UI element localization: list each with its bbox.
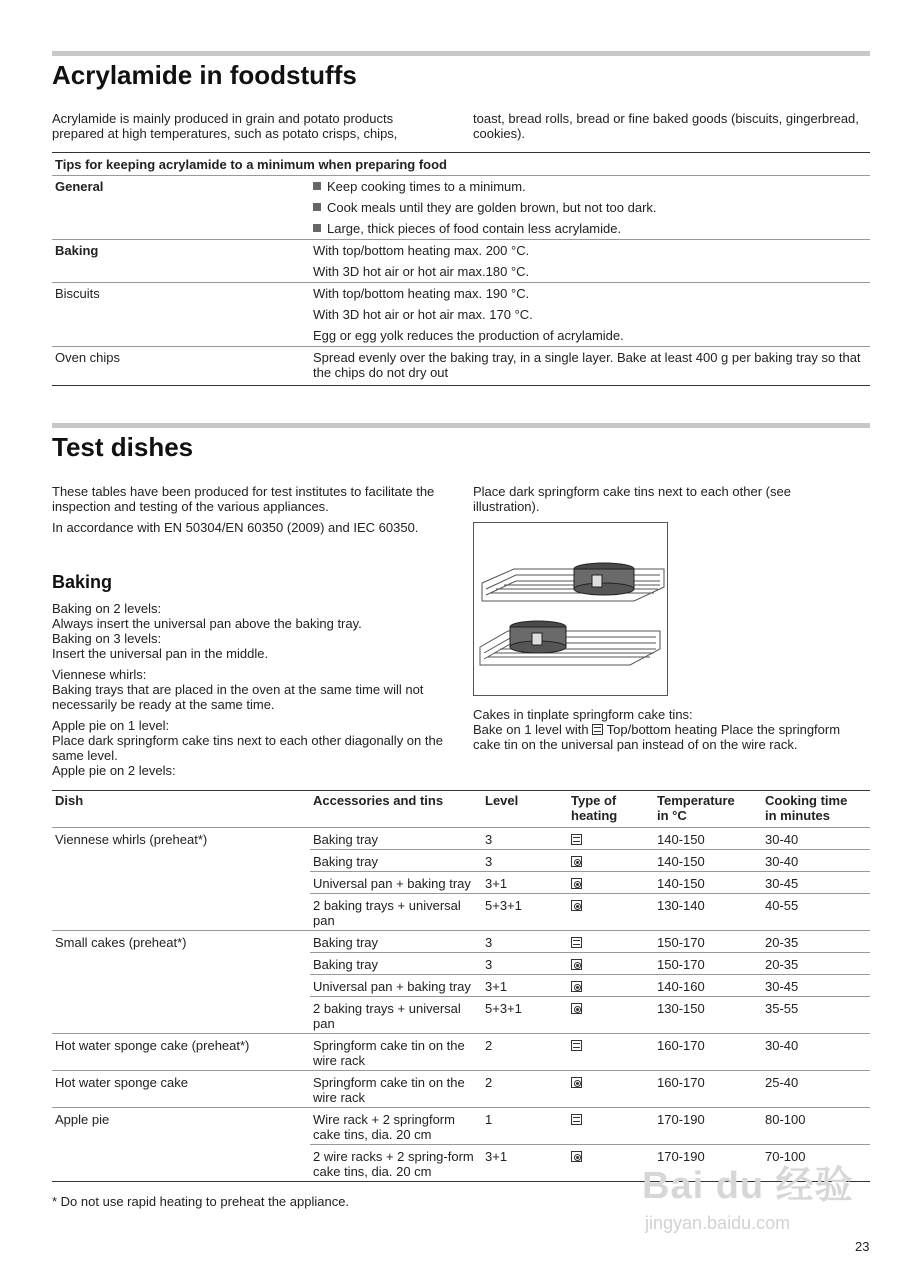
intro-paragraph: Place dark springform cake tins next to each other (see illustration). xyxy=(473,484,791,514)
temperature-cell: 160-170 xyxy=(654,1071,762,1108)
level-cell: 3 xyxy=(482,931,568,953)
test-dishes-intro-right xyxy=(473,484,848,520)
table-row xyxy=(52,347,870,386)
baking-note-line: Baking on 2 levels: xyxy=(52,601,162,616)
tips-line: With top/bottom heating max. 190 °C. xyxy=(313,286,530,301)
dish-cell: Viennese whirls (preheat*) xyxy=(52,828,310,850)
acrylamide-title: Acrylamide in foodstuffs xyxy=(52,60,357,90)
dish-cell: Small cakes (preheat*) xyxy=(52,931,310,953)
tips-row-label: General xyxy=(52,176,310,240)
springform-tins-illustration xyxy=(473,522,668,696)
cooking-time-cell: 40-55 xyxy=(762,894,870,931)
tips-row-lines xyxy=(310,347,870,386)
col-temp-line: in °C xyxy=(657,808,687,823)
cooking-time-cell: 80-100 xyxy=(762,1108,870,1145)
dish-cell xyxy=(52,850,310,872)
heating-cell xyxy=(568,850,654,872)
tips-row-lines xyxy=(310,283,870,347)
level-cell: 5+3+1 xyxy=(482,894,568,931)
hot-air-fan-icon xyxy=(571,959,582,970)
accessories-cell: Wire rack + 2 springform cake tins, dia. 20 cm xyxy=(310,1108,482,1145)
level-cell: 3 xyxy=(482,828,568,850)
dish-cell: Apple pie xyxy=(52,1108,310,1145)
cooking-time-cell: 30-45 xyxy=(762,975,870,997)
baking-note-line: Insert the universal pan in the middle. xyxy=(52,646,269,661)
col-level: Level xyxy=(482,791,568,828)
tips-row-label: Baking xyxy=(52,240,310,283)
heating-cell xyxy=(568,931,654,953)
col-time-line: in minutes xyxy=(765,808,831,823)
level-cell: 2 xyxy=(482,1034,568,1071)
hot-air-fan-icon xyxy=(571,1151,582,1162)
tips-row-lines xyxy=(310,240,870,283)
temperature-cell: 130-150 xyxy=(654,997,762,1034)
temperature-cell: 140-150 xyxy=(654,872,762,894)
acrylamide-intro-right-text: toast, bread rolls, bread or fine baked goods (biscuits, gingerbread, cookies). xyxy=(473,111,859,141)
dish-cell xyxy=(52,1145,310,1182)
temperature-cell: 150-170 xyxy=(654,931,762,953)
heating-cell xyxy=(568,872,654,894)
test-dishes-intro-left xyxy=(52,484,447,541)
accessories-cell: Baking tray xyxy=(310,850,482,872)
table-row xyxy=(52,828,870,850)
caption-line: Cakes in tinplate springform cake tins: xyxy=(473,707,693,722)
tips-line: With 3D hot air or hot air max. 170 °C. xyxy=(313,307,533,322)
watermark-url: jingyan.baidu.com xyxy=(645,1213,791,1233)
heating-cell xyxy=(568,1034,654,1071)
tips-line: Spread evenly over the baking tray, in a single layer. Bake at least 400 g per baking tray so that the chips do not dry out xyxy=(313,350,861,380)
cooking-time-cell: 20-35 xyxy=(762,953,870,975)
temperature-cell: 140-150 xyxy=(654,850,762,872)
heating-cell xyxy=(568,894,654,931)
table-row xyxy=(52,283,870,347)
bullet-square-icon xyxy=(313,224,321,232)
acrylamide-intro-right xyxy=(473,111,868,141)
baking-notes xyxy=(52,601,447,784)
accessories-cell: 2 wire racks + 2 spring-form cake tins, dia. 20 cm xyxy=(310,1145,482,1182)
footnote: * Do not use rapid heating to preheat the appliance. xyxy=(52,1194,350,1209)
test-dishes-title: Test dishes xyxy=(52,432,194,462)
baking-note-line: Baking on 3 levels: xyxy=(52,631,162,646)
table-row xyxy=(52,1108,870,1145)
table-row xyxy=(52,931,870,953)
tips-row-label: Biscuits xyxy=(52,283,310,347)
table-row xyxy=(52,894,870,931)
dish-cell xyxy=(52,872,310,894)
acrylamide-intro-left xyxy=(52,111,442,141)
hot-air-fan-icon xyxy=(571,1077,582,1088)
col-temp-line: Temperature xyxy=(657,793,735,808)
temperature-cell: 140-150 xyxy=(654,828,762,850)
col-temperature xyxy=(654,791,762,828)
hot-air-fan-icon xyxy=(571,1003,582,1014)
intro-paragraph: These tables have been produced for test institutes to facilitate the inspection and testing of the various appliances. xyxy=(52,484,435,514)
heating-cell xyxy=(568,975,654,997)
temperature-cell: 150-170 xyxy=(654,953,762,975)
acrylamide-tips-table xyxy=(52,152,870,386)
table-row xyxy=(52,176,870,240)
table-row xyxy=(52,872,870,894)
accessories-cell: 2 baking trays + universal pan xyxy=(310,894,482,931)
col-heating-line: Type of xyxy=(571,793,617,808)
tips-table-header: Tips for keeping acrylamide to a minimum when preparing food xyxy=(52,153,870,176)
hot-air-fan-icon xyxy=(571,878,582,889)
accessories-cell: Baking tray xyxy=(310,953,482,975)
temperature-cell: 170-190 xyxy=(654,1108,762,1145)
baking-note-line: Viennese whirls: xyxy=(52,667,147,682)
level-cell: 3 xyxy=(482,850,568,872)
accessories-cell: Universal pan + baking tray xyxy=(310,975,482,997)
watermark-brand: Bai du 经验 xyxy=(642,1165,854,1207)
top-bottom-heating-icon xyxy=(571,937,582,948)
heating-cell xyxy=(568,828,654,850)
cooking-time-cell: 30-40 xyxy=(762,850,870,872)
table-row xyxy=(52,240,870,283)
page-number: 23 xyxy=(855,1239,870,1254)
table-row xyxy=(52,997,870,1034)
dish-cell xyxy=(52,997,310,1034)
accessories-cell: Springform cake tin on the wire rack xyxy=(310,1034,482,1071)
accessories-cell: Springform cake tin on the wire rack xyxy=(310,1071,482,1108)
col-time-line: Cooking time xyxy=(765,793,848,808)
heating-cell xyxy=(568,997,654,1034)
table-row xyxy=(52,1034,870,1071)
caption-line: Top/bottom heating Place the springform cake tin on the universal pan instead of on the wire rack. xyxy=(473,722,841,752)
baking-note-line: Baking trays that are placed in the oven at the same time will not necessarily be ready at the same time. xyxy=(52,682,424,712)
dish-cell xyxy=(52,953,310,975)
bullet-square-icon xyxy=(313,203,321,211)
accessories-cell: Universal pan + baking tray xyxy=(310,872,482,894)
table-row xyxy=(52,850,870,872)
level-cell: 3+1 xyxy=(482,975,568,997)
baking-note-line: Apple pie on 2 levels: xyxy=(52,763,176,778)
table-row xyxy=(52,975,870,997)
cooking-time-cell: 70-100 xyxy=(762,1145,870,1182)
dish-cell xyxy=(52,894,310,931)
cooking-time-cell: 20-35 xyxy=(762,931,870,953)
hot-air-fan-icon xyxy=(571,856,582,867)
dish-cell: Hot water sponge cake (preheat*) xyxy=(52,1034,310,1071)
level-cell: 3+1 xyxy=(482,872,568,894)
cooking-time-cell: 25-40 xyxy=(762,1071,870,1108)
tips-line: Keep cooking times to a minimum. xyxy=(327,179,526,194)
level-cell: 1 xyxy=(482,1108,568,1145)
temperature-cell: 140-160 xyxy=(654,975,762,997)
top-bottom-heating-icon xyxy=(592,724,603,735)
hot-air-fan-icon xyxy=(571,900,582,911)
top-bottom-heating-icon xyxy=(571,1114,582,1125)
section-rule-test-dishes xyxy=(52,423,870,428)
illustration-caption xyxy=(473,707,868,752)
hot-air-fan-icon xyxy=(571,981,582,992)
accessories-cell: Baking tray xyxy=(310,828,482,850)
dish-cell: Hot water sponge cake xyxy=(52,1071,310,1108)
heating-cell xyxy=(568,1071,654,1108)
tips-line: With top/bottom heating max. 200 °C. xyxy=(313,243,530,258)
cooking-time-cell: 30-40 xyxy=(762,828,870,850)
acrylamide-intro-left-text: Acrylamide is mainly produced in grain and potato products prepared at high temperatures, such as potato crisps, chips, xyxy=(52,111,398,141)
accessories-cell: Baking tray xyxy=(310,931,482,953)
baking-heading: Baking xyxy=(52,572,113,592)
tips-line: Egg or egg yolk reduces the production of acrylamide. xyxy=(313,328,624,343)
baking-note-line: Apple pie on 1 level: xyxy=(52,718,170,733)
tips-row-label: Oven chips xyxy=(52,347,310,386)
level-cell: 2 xyxy=(482,1071,568,1108)
col-cooking-time xyxy=(762,791,870,828)
temperature-cell: 160-170 xyxy=(654,1034,762,1071)
col-heating-line: heating xyxy=(571,808,618,823)
tips-row-lines xyxy=(310,176,870,240)
level-cell: 5+3+1 xyxy=(482,997,568,1034)
temperature-cell: 130-140 xyxy=(654,894,762,931)
top-bottom-heating-icon xyxy=(571,834,582,845)
col-dish: Dish xyxy=(52,791,310,828)
section-rule-top xyxy=(52,51,870,56)
top-bottom-heating-icon xyxy=(571,1040,582,1051)
cooking-time-cell: 30-40 xyxy=(762,1034,870,1071)
dishes-table-body xyxy=(52,828,870,1182)
col-heating xyxy=(568,791,654,828)
tips-line: With 3D hot air or hot air max.180 °C. xyxy=(313,264,530,279)
level-cell: 3+1 xyxy=(482,1145,568,1182)
wire-racks-image xyxy=(474,523,667,695)
tips-line: Cook meals until they are golden brown, but not too dark. xyxy=(327,200,657,215)
heating-cell xyxy=(568,953,654,975)
cooking-time-cell: 35-55 xyxy=(762,997,870,1034)
tips-line: Large, thick pieces of food contain less acrylamide. xyxy=(327,221,622,236)
level-cell: 3 xyxy=(482,953,568,975)
intro-paragraph: In accordance with EN 50304/EN 60350 (2009) and IEC 60350. xyxy=(52,520,419,535)
bullet-square-icon xyxy=(313,182,321,190)
baking-note-line: Place dark springform cake tins next to each other diagonally on the same level. xyxy=(52,733,443,763)
col-accessories: Accessories and tins xyxy=(310,791,482,828)
temperature-cell: 170-190 xyxy=(654,1145,762,1182)
test-dishes-table xyxy=(52,790,870,1182)
caption-line: Bake on 1 level with xyxy=(473,722,589,737)
table-row xyxy=(52,953,870,975)
baking-note-line: Always insert the universal pan above the baking tray. xyxy=(52,616,362,631)
cooking-time-cell: 30-45 xyxy=(762,872,870,894)
heating-cell xyxy=(568,1108,654,1145)
dish-cell xyxy=(52,975,310,997)
table-row xyxy=(52,1071,870,1108)
accessories-cell: 2 baking trays + universal pan xyxy=(310,997,482,1034)
